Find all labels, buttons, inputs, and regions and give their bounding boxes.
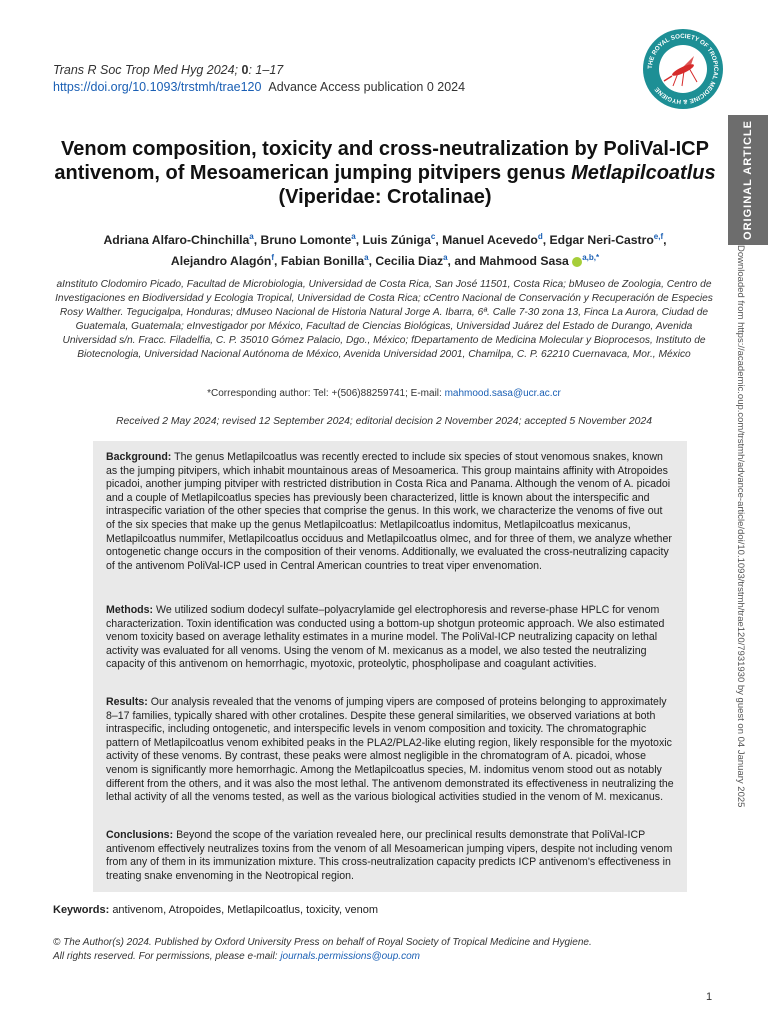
abstract-box [93,441,687,892]
article-type-tab [728,115,768,245]
title-line-3: (Viperidae: Crotalinae) [278,186,492,208]
journal-volume: 0 [241,63,249,77]
download-notice-text: Downloaded from https://academic.oup.com/trstmh/advance-article/doi/10.1093/trstmh/trae120/7931930 by guest on 04 January 2025 [735,245,746,808]
author-name: Alejandro Alagón [170,254,272,269]
doi-link[interactable]: https://doi.org/10.1093/trstmh/trae120 [53,80,262,94]
article-type-label: ORIGINAL ARTICLE [742,120,754,240]
abstract-conclusions: Conclusions: Beyond the scope of the variation revealed here, our preclinical results demonstrate that PoliVal-ICP antivenom effectively neutralizes toxins from the venom of all Mesoamerican jumping vipers, despite not including venom from any of them in its immunization mixture. This cross-neutralization capacity predicts ICP antivenom's effectiveness in treating snake envenoming in the Neotropical region. [106,829,673,882]
title-line-2: antivenom, of Mesoamerican jumping pitvipers genus Metlapilcoatlus [54,162,716,184]
keywords: Keywords: antivenom, Atropoides, Metlapilcoatlus, toxicity, venom [53,904,379,916]
abstract-results: Results: Our analysis revealed that the venoms of jumping vipers are composed of proteins belonging to approximately 8–17 families, typically shared with other crotalines. Despite these general similarities, we observed variations at both intraspecific, including ontogenetic, and interspecific levels in venom composition and toxicity. The chromatographic pattern of Metlapilcoatlus venom exhibited peaks in the PLA2/PLA2-like eluting region, likely responsible for the myotoxic activity of these venoms. By contrast, these peaks were almost negligible in the chromatogram of A. picadoi, whose venom is significantly more hemorrhagic. Among the Metlapilcoatlus species, M. indomitus venom stood out as notably different from the others, and it was also the most lethal. The antivenom demonstrated its effectiveness in neutralizing the lethal activity of all the venoms tested, as well as the various biological activities studied in the venom of M. mexicanus. [106,696,674,804]
page-number: 1 [706,991,713,1003]
title-genus: Metlapilcoatlus [571,162,716,184]
journal-citation [53,63,283,77]
orcid-icon[interactable] [572,257,582,267]
title-line-1: Venom composition, toxicity and cross-neutralization by PoliVal-ICP [61,138,709,160]
author-name: Edgar Neri-Castro [549,233,654,248]
received-dates: Received 2 May 2024; revised 12 September 2024; editorial decision 2 November 2024; accepted 5 November 2024 [115,416,653,427]
author-name: Mahmood Sasa [479,254,569,269]
author-name: Cecilia Diaz [375,254,444,269]
author-name: Luis Zúniga [362,233,431,248]
journal-pages: : 1–17 [248,63,284,77]
author-name: Manuel Acevedo [442,233,538,248]
abstract-methods: Methods: We utilized sodium dodecyl sulfate–polyacrylamide gel electrophoresis and reverse-phase HPLC for venom characterization. Toxin identification was conducted using a bottom-up shotgun proteomic approach. We also estimated venom toxicity based on average lethality estimates in a murine model. The PoliVal-ICP neutralizing capacity on lethal activity was evaluated for all venoms. Using the venom of M. mexicanus as a model, we also tested the neutralizing capacity of this antivenom on hemorrhagic, myotoxic, proteolytic, phospholipase and coagulant activities. [106,604,665,671]
copyright-notice: © The Author(s) 2024. Published by Oxford University Press on behalf of Royal Society of Tropical Medicine and Hygiene. All rights reserved. For permissions, please e-mail: journals.permissions@oup.com [53,937,592,962]
abstract-background: Background: The genus Metlapilcoatlus was recently erected to include six species of stout venomous snakes, known as the jumping pitvipers, which inhabit mountainous areas of Mesoamerica. This group maintains affinity with Atropoides picadoi, another jumping pitviper with restricted distribution in Costa Rica and Panama. Although the venom of A. picadoi and a couple of Metlapilcoatlus species has previously been characterized, little is known about the interspecific and intraspecific variation of the other species that comprise the genus. In this work, we characterize the venoms of five out of the six species that make up the genus Metlapilcoatlus: Metlapilcoatlus indomitus, Metlapilcoatlus mexicanus, Metlapilcoatlus nummifer, Metlapilcoatlus occiduus and Metlapilcoatlus olmec, and for three of them, we analyze whether ontogenetic change occurs in the composition of their venoms. Additionally, we evaluated the cross-neutralizing capacity of the antivenom PoliVal-ICP used in Central American countries to treat viper envenomation. [106,451,672,572]
article-title [45,137,725,209]
author-name: Adriana Alfaro-Chinchilla [103,233,250,248]
corresponding-author: *Corresponding author: Tel: +(506)88259741; E-mail: mahmood.sasa@ucr.ac.cr [207,388,561,399]
journal-prefix: Trans R Soc Trop Med Hyg 2024; [53,63,242,77]
doi-line [53,80,465,94]
corresponding-email-link[interactable]: mahmood.sasa@ucr.ac.cr [444,388,561,399]
author-name: Bruno Lomonte [260,233,352,248]
society-logo [642,28,724,110]
author-name: Fabian Bonilla [280,254,365,269]
author-list: Adriana Alfaro-Chinchilla$^a$, Bruno Lomonte$^a$, Luis Zúniga$^c$, Manuel Acevedo$^d$, Edgar Neri-Castro$^{e,f}$, Alejandro Alagón$^f$, Fabian Bonilla$^a$, Cecilia Diaz$^a$, and Mahmood Sasa $^{a,b,*}$ [103,232,667,269]
advance-access: Advance Access publication 0 2024 [268,80,466,94]
permissions-email-link[interactable]: journals.permissions@oup.com [280,951,420,962]
download-notice [731,245,761,845]
affiliations: aInstituto Clodomiro Picado, Facultad de Microbiologia, Universidad de Costa Rica, San José 11501, Costa Rica; bMuseo de Zoologia, Centro de Investigaciones en Biodiversidad y Ecologia Tropical, Universidad de Costa Rica; cCentro Nacional de Conservación y Recuperación de Especies Rosy Walther. Tegucigalpa, Honduras; dMuseo Nacional de Historia Natural Jorge A. Ibarra, 6ª. Calle 7-30 zona 13, Finca La Aurora, Ciudad de Guatemala, Guatemala; eInvestigador por México, Facultad de Ciencias Biológicas, Universidad Juárez del Estado de Durango, Avenida Universidad s/n. Fracc. Filadelfia, C. P. 35010 Gómez Palacio, Dgo., México; fDepartamento de Medicina Molecular y Bioprocesos, Instituto de Biotecnologia, Universidad Nacional Autónoma de México, Avenida Universidad 2001, Chamilpa, C. P. 62210 Cuernavaca, Mor., México [55,279,713,360]
logo-ring-text: THE ROYAL SOCIETY OF TROPICAL MEDICINE & HYGIENE [646,32,720,106]
